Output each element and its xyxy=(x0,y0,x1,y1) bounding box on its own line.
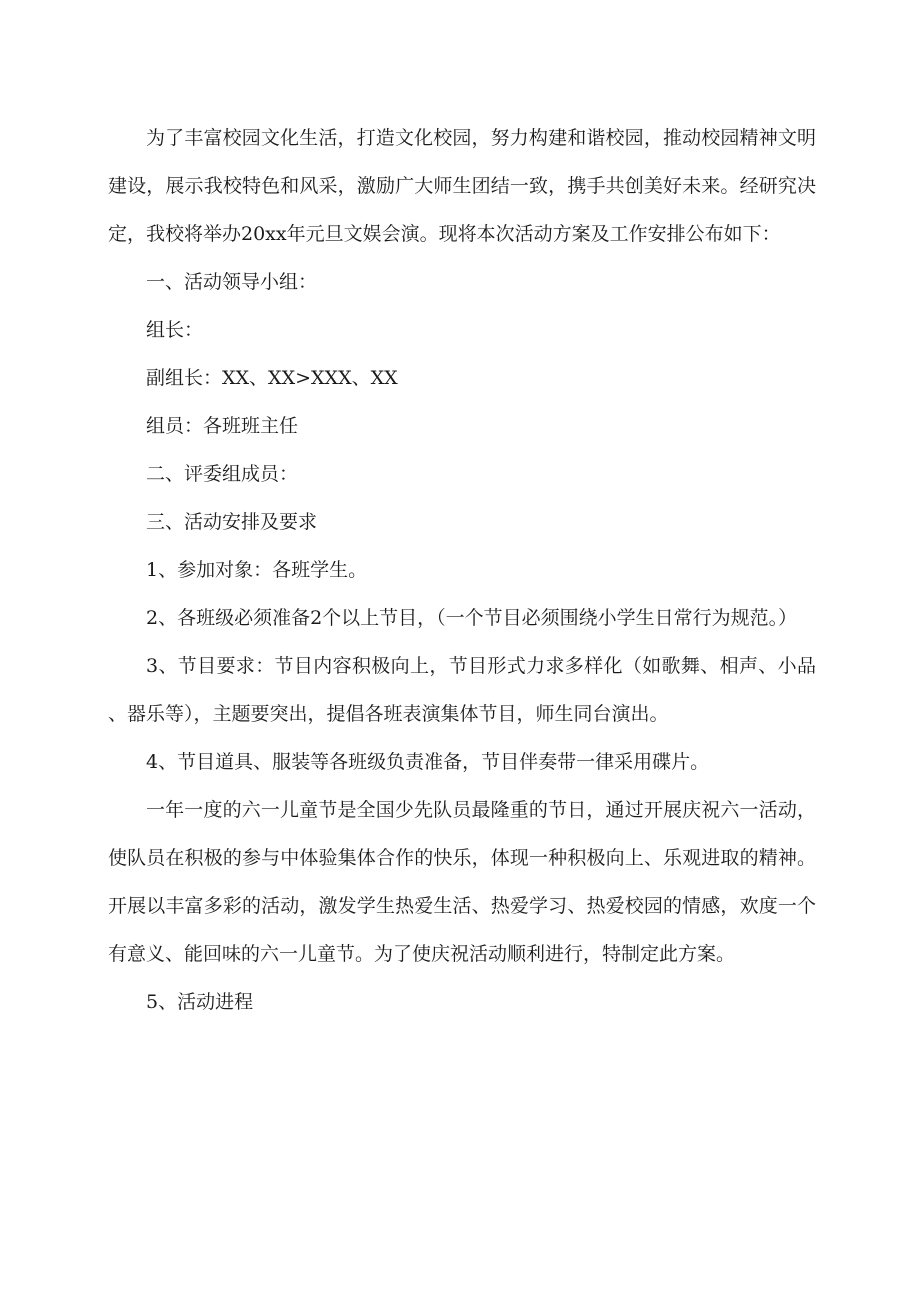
paragraph-group-leader: 组长： xyxy=(146,319,204,341)
document-body xyxy=(108,114,816,1026)
paragraph-item-2: 2、各班级必须准备2个以上节目，（一个节目必须围绕小学生日常行为规范。） xyxy=(146,607,798,629)
paragraph-members: 组员：各班班主任 xyxy=(146,415,299,437)
heading-process: 5、活动进程 xyxy=(146,991,254,1013)
paragraph-item-1: 1、参加对象：各班学生。 xyxy=(146,559,368,581)
heading-judges: 二、评委组成员： xyxy=(146,463,299,485)
paragraph-item-4: 4、节目道具、服装等各班级负责准备，节目伴奏带一律采用碟片。 xyxy=(146,751,710,773)
paragraph-deputy-leader: 副组长：XX、XX>XXX、XX xyxy=(146,367,398,389)
paragraph-childrens-day: 一年一度的六一儿童节是全国少先队员最隆重的节日，通过开展庆祝六一活动，使队员在积极的参与中体验集体合作的快乐，体现一种积极向上、乐观进取的精神。开展以丰富多彩的活动，激发学生热爱生活、热爱学习、热爱校园的情感，欢度一个有意义、能回味的六一儿童节。为了使庆祝活动顺利进行，特制定此方案。 xyxy=(108,799,816,965)
heading-leadership-group: 一、活动领导小组： xyxy=(146,271,318,293)
heading-arrangements: 三、活动安排及要求 xyxy=(146,511,318,533)
paragraph-intro: 为了丰富校园文化生活，打造文化校园，努力构建和谐校园，推动校园精神文明建设，展示我校特色和风采，激励广大师生团结一致，携手共创美好未来。经研究决定，我校将举办20xx年元旦文娱会演。现将本次活动方案及工作安排公布如下： xyxy=(108,127,816,245)
paragraph-item-3: 3、节目要求：节目内容积极向上，节目形式力求多样化（如歌舞、相声、小品、器乐等），主题要突出，提倡各班表演集体节目，师生同台演出。 xyxy=(108,655,816,725)
